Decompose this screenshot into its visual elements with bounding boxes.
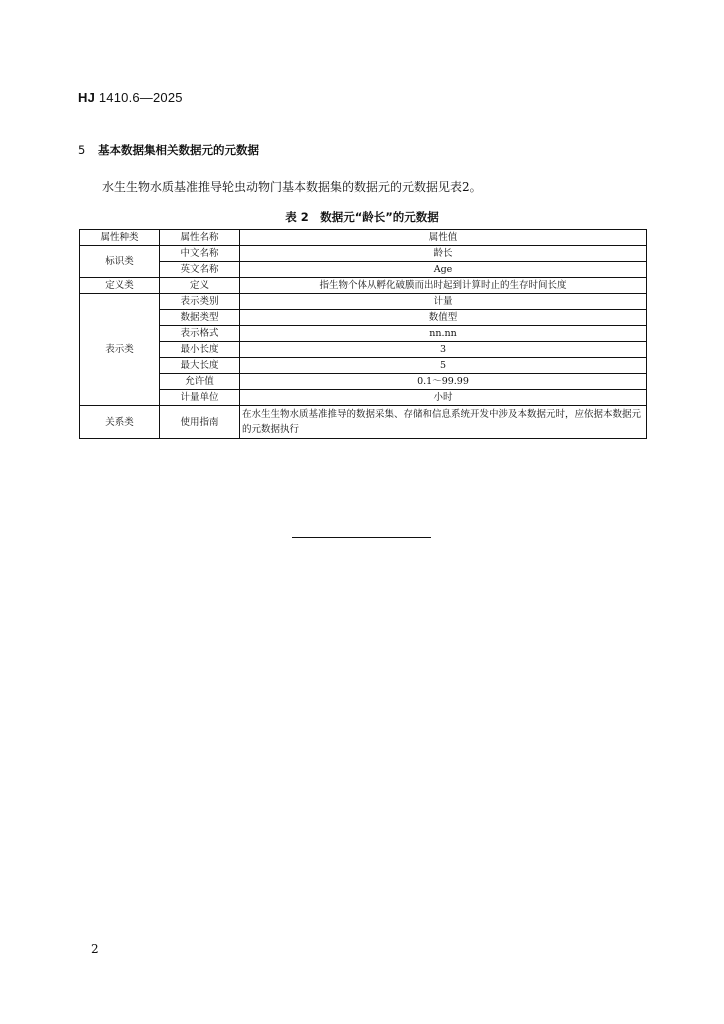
table-header-row [80, 230, 647, 246]
row-name: 中文名称 [160, 246, 240, 262]
row-value: 数值型 [240, 310, 647, 326]
row-name: 表示格式 [160, 326, 240, 342]
row-value: 龄长 [240, 246, 647, 262]
table-row [80, 278, 647, 294]
section-heading [78, 142, 259, 158]
standard-prefix: HJ [78, 90, 96, 105]
row-value: 计量 [240, 294, 647, 310]
group-identifier: 标识类 [80, 246, 160, 278]
row-value: nn.nn [240, 326, 647, 342]
row-value: 0.1～99.99 [240, 374, 647, 390]
section-title: 基本数据集相关数据元的元数据 [98, 143, 259, 157]
table-row [80, 310, 647, 326]
row-name: 表示类别 [160, 294, 240, 310]
metadata-table [79, 229, 647, 439]
table-row [80, 262, 647, 278]
row-value: 3 [240, 342, 647, 358]
table-caption: 表 2 数据元“龄长”的元数据 [285, 210, 439, 224]
row-name: 允许值 [160, 374, 240, 390]
row-name: 定义 [160, 278, 240, 294]
row-name: 计量单位 [160, 390, 240, 406]
body-paragraph: 水生生物水质基准推导轮虫动物门基本数据集的数据元的元数据见表2。 [102, 180, 482, 194]
row-value: 指生物个体从孵化破膜而出时起到计算时止的生存时间长度 [240, 278, 647, 294]
section-number: 5 [78, 143, 86, 157]
table-row [80, 246, 647, 262]
row-name: 最大长度 [160, 358, 240, 374]
end-rule [292, 537, 431, 538]
table-row [80, 342, 647, 358]
table-row [80, 358, 647, 374]
standard-number: 1410.6—2025 [98, 90, 183, 105]
row-name: 数据类型 [160, 310, 240, 326]
group-definition: 定义类 [80, 278, 160, 294]
group-relation: 关系类 [80, 406, 160, 439]
table-row [80, 406, 647, 439]
row-value: Age [240, 262, 647, 278]
header-attribute-category: 属性种类 [80, 230, 160, 246]
row-name: 使用指南 [160, 406, 240, 439]
group-representation: 表示类 [80, 294, 160, 406]
row-name: 最小长度 [160, 342, 240, 358]
row-value: 5 [240, 358, 647, 374]
row-value: 在水生生物水质基准推导的数据采集、存储和信息系统开发中涉及本数据元时，应依据本数据元的元数据执行 [240, 406, 647, 439]
row-value: 小时 [240, 390, 647, 406]
table-row [80, 390, 647, 406]
row-name: 英文名称 [160, 262, 240, 278]
table-row [80, 374, 647, 390]
document-code [78, 90, 183, 105]
page-number: 2 [91, 942, 99, 956]
header-attribute-value: 属性值 [240, 230, 647, 246]
table-row [80, 326, 647, 342]
table-row [80, 294, 647, 310]
header-attribute-name: 属性名称 [160, 230, 240, 246]
